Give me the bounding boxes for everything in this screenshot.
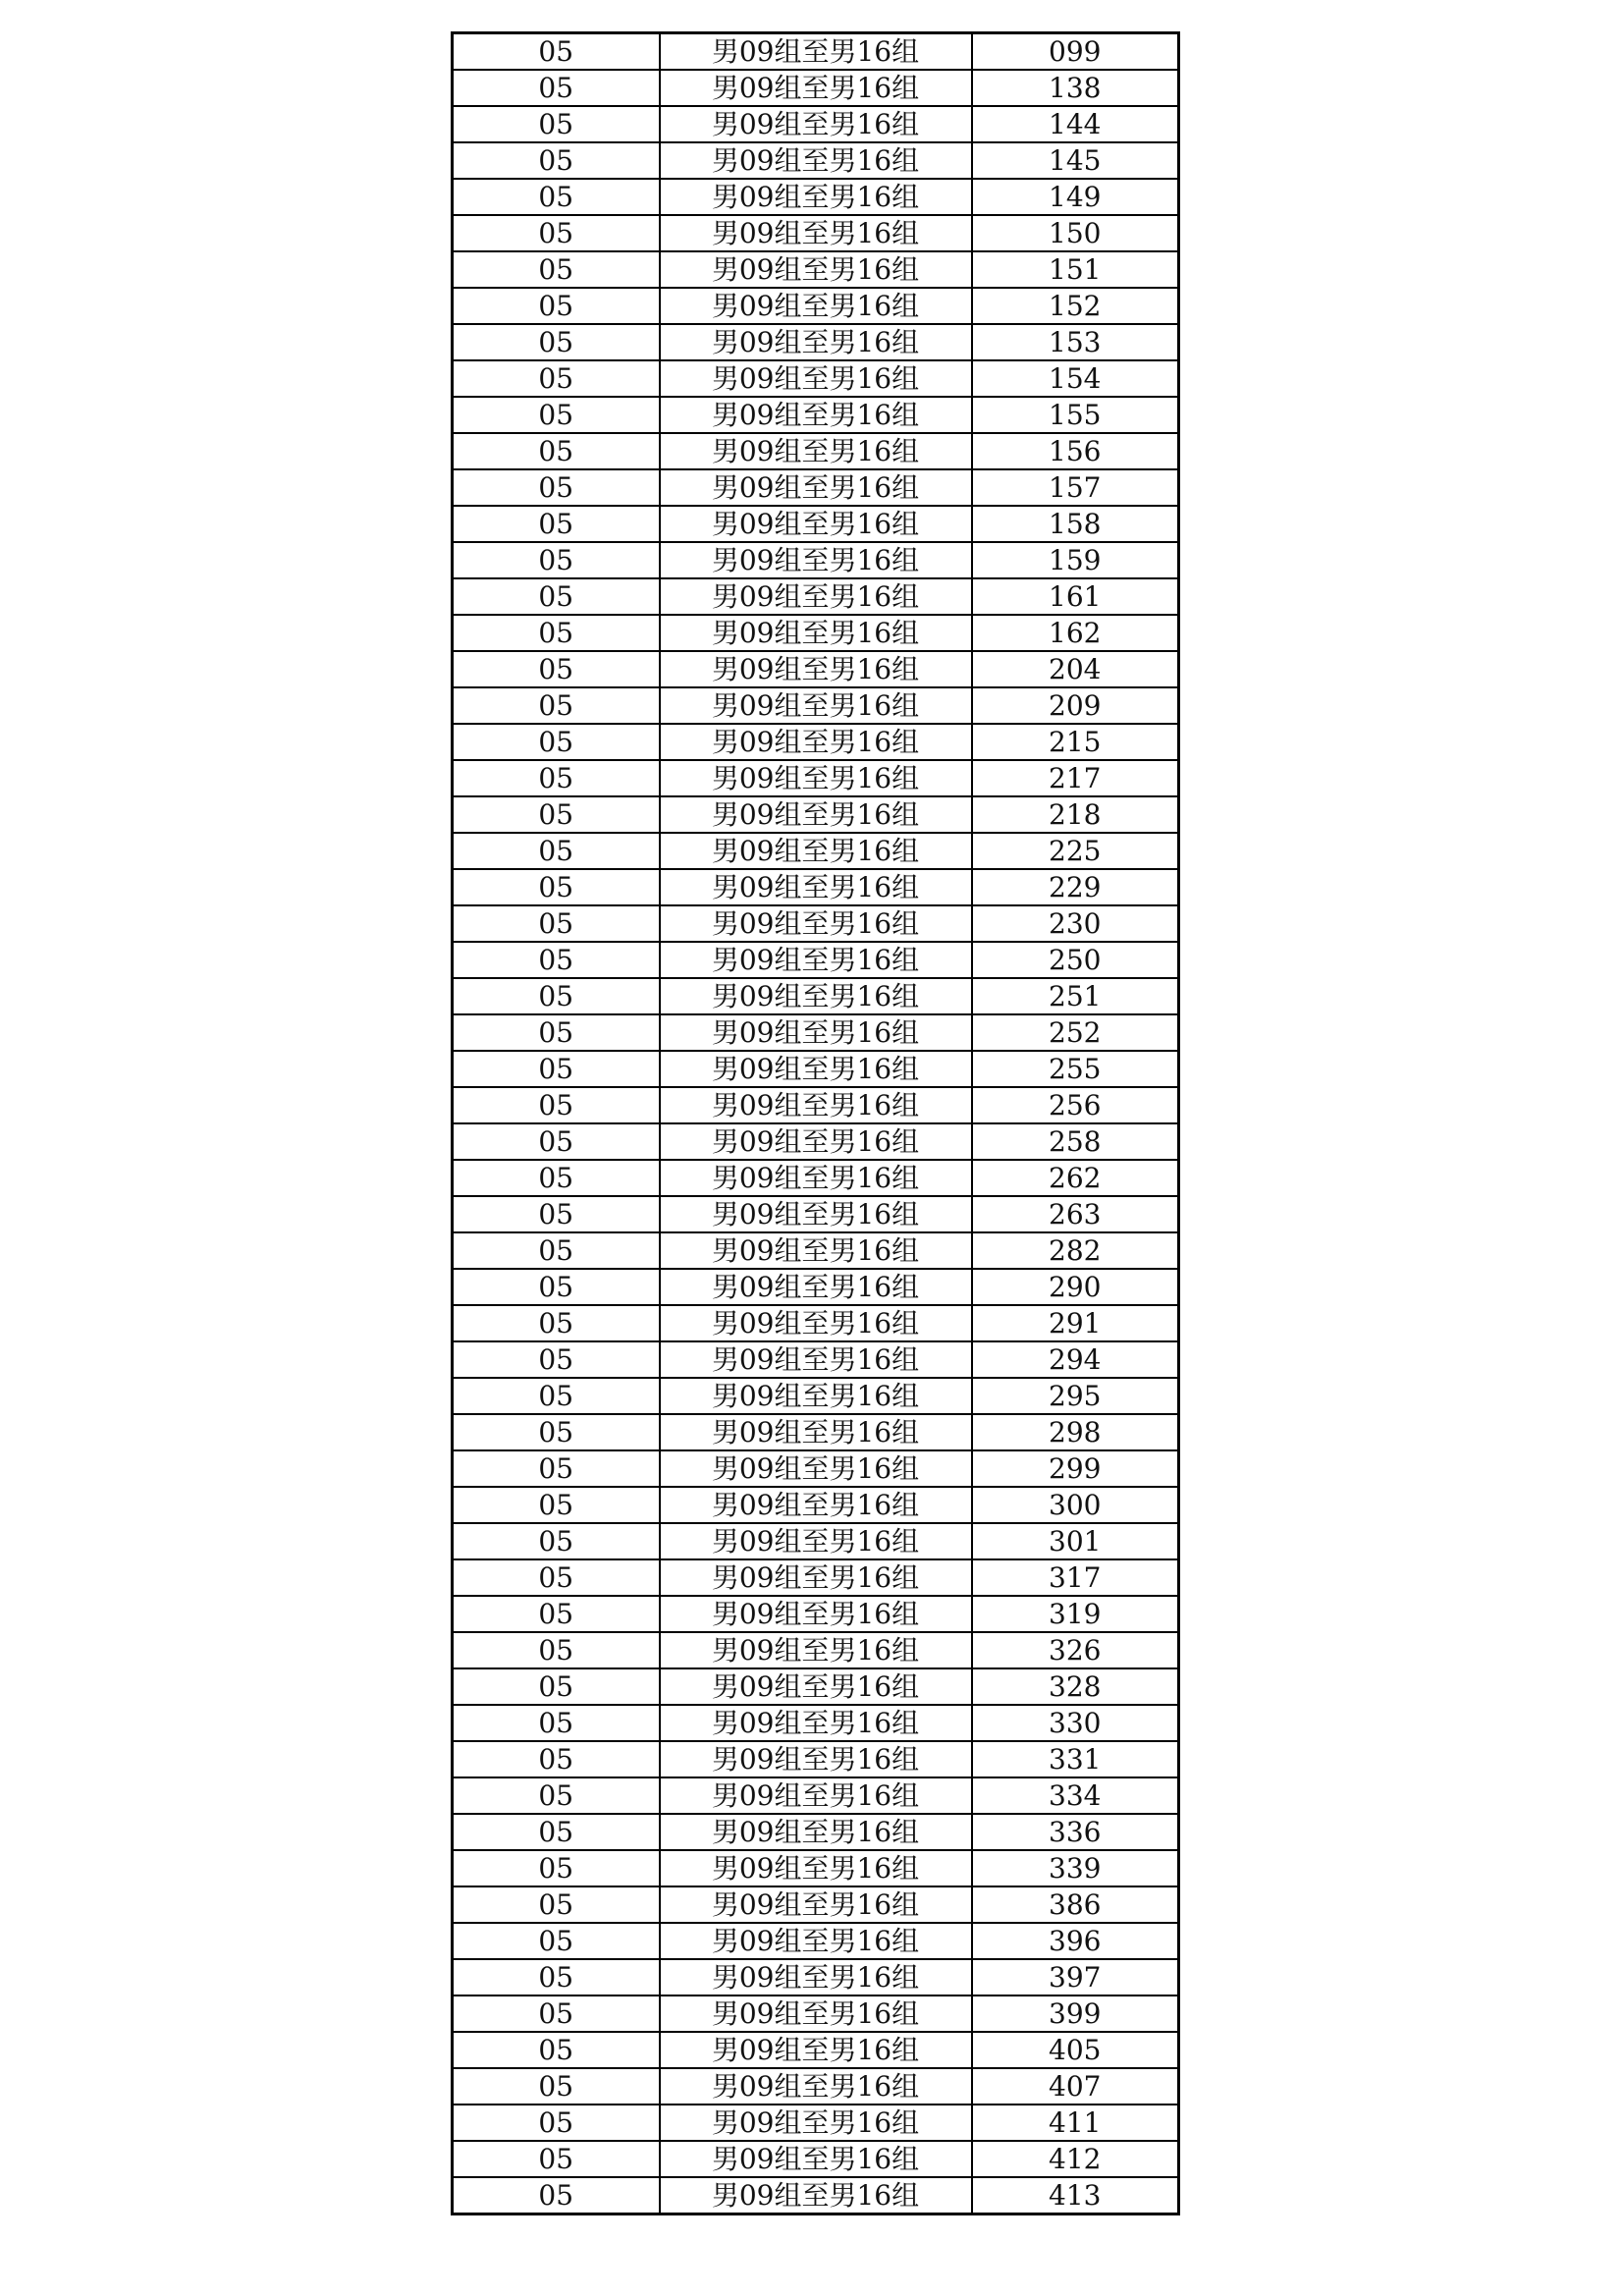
number-cell: 301 <box>972 1523 1179 1559</box>
table-row <box>453 1341 1179 1378</box>
number-cell: 256 <box>972 1087 1179 1123</box>
number-cell: 151 <box>972 251 1179 288</box>
code-cell: 05 <box>453 578 660 615</box>
number-cell: 157 <box>972 469 1179 506</box>
table-row <box>453 2068 1179 2105</box>
number-cell: 144 <box>972 106 1179 142</box>
group-cell: 男09组至男16组 <box>660 1777 972 1814</box>
code-cell: 05 <box>453 1596 660 1632</box>
group-cell: 男09组至男16组 <box>660 1305 972 1341</box>
code-cell: 05 <box>453 1923 660 1959</box>
number-cell: 405 <box>972 2032 1179 2068</box>
table-row <box>453 1160 1179 1196</box>
table-row <box>453 324 1179 360</box>
code-cell: 05 <box>453 760 660 796</box>
table-row <box>453 1269 1179 1305</box>
group-cell: 男09组至男16组 <box>660 1741 972 1777</box>
group-cell: 男09组至男16组 <box>660 2068 972 2105</box>
number-cell: 328 <box>972 1668 1179 1705</box>
number-cell: 251 <box>972 978 1179 1014</box>
group-cell: 男09组至男16组 <box>660 1559 972 1596</box>
code-cell: 05 <box>453 1378 660 1414</box>
number-cell: 330 <box>972 1705 1179 1741</box>
number-cell: 331 <box>972 1741 1179 1777</box>
table-row <box>453 1814 1179 1850</box>
group-cell: 男09组至男16组 <box>660 760 972 796</box>
group-cell: 男09组至男16组 <box>660 469 972 506</box>
number-cell: 339 <box>972 1850 1179 1886</box>
table-row <box>453 869 1179 905</box>
number-cell: 145 <box>972 142 1179 179</box>
code-cell: 05 <box>453 2177 660 2214</box>
table-row <box>453 796 1179 833</box>
number-cell: 252 <box>972 1014 1179 1051</box>
table-row <box>453 2177 1179 2214</box>
number-cell: 159 <box>972 542 1179 578</box>
code-cell: 05 <box>453 1886 660 1923</box>
number-cell: 295 <box>972 1378 1179 1414</box>
group-cell: 男09组至男16组 <box>660 70 972 106</box>
number-cell: 336 <box>972 1814 1179 1850</box>
group-cell: 男09组至男16组 <box>660 1341 972 1378</box>
table-row <box>453 2032 1179 2068</box>
number-cell: 217 <box>972 760 1179 796</box>
group-cell: 男09组至男16组 <box>660 215 972 251</box>
table-row <box>453 578 1179 615</box>
number-cell: 282 <box>972 1232 1179 1269</box>
table-row <box>453 469 1179 506</box>
code-cell: 05 <box>453 1559 660 1596</box>
number-cell: 152 <box>972 288 1179 324</box>
group-cell: 男09组至男16组 <box>660 1923 972 1959</box>
table-row <box>453 1450 1179 1487</box>
number-cell: 218 <box>972 796 1179 833</box>
code-cell: 05 <box>453 687 660 724</box>
code-cell: 05 <box>453 651 660 687</box>
table-row <box>453 506 1179 542</box>
table-row <box>453 1196 1179 1232</box>
group-cell: 男09组至男16组 <box>660 942 972 978</box>
table-body <box>453 33 1179 2214</box>
table-row <box>453 1305 1179 1341</box>
table-row <box>453 615 1179 651</box>
number-cell: 149 <box>972 179 1179 215</box>
code-cell: 05 <box>453 2105 660 2141</box>
code-cell: 05 <box>453 33 660 71</box>
code-cell: 05 <box>453 324 660 360</box>
number-cell: 263 <box>972 1196 1179 1232</box>
number-cell: 230 <box>972 905 1179 942</box>
number-cell: 411 <box>972 2105 1179 2141</box>
group-cell: 男09组至男16组 <box>660 978 972 1014</box>
code-cell: 05 <box>453 1777 660 1814</box>
group-cell: 男09组至男16组 <box>660 869 972 905</box>
code-cell: 05 <box>453 615 660 651</box>
table-row <box>453 1051 1179 1087</box>
group-cell: 男09组至男16组 <box>660 1232 972 1269</box>
group-cell: 男09组至男16组 <box>660 2032 972 2068</box>
code-cell: 05 <box>453 1850 660 1886</box>
code-cell: 05 <box>453 1741 660 1777</box>
group-cell: 男09组至男16组 <box>660 2177 972 2214</box>
code-cell: 05 <box>453 215 660 251</box>
code-cell: 05 <box>453 506 660 542</box>
group-cell: 男09组至男16组 <box>660 1959 972 1995</box>
number-cell: 204 <box>972 651 1179 687</box>
code-cell: 05 <box>453 1087 660 1123</box>
number-cell: 138 <box>972 70 1179 106</box>
number-cell: 399 <box>972 1995 1179 2032</box>
number-cell: 412 <box>972 2141 1179 2177</box>
number-cell: 299 <box>972 1450 1179 1487</box>
group-cell: 男09组至男16组 <box>660 1196 972 1232</box>
code-cell: 05 <box>453 542 660 578</box>
number-cell: 397 <box>972 1959 1179 1995</box>
table-row <box>453 1959 1179 1995</box>
code-cell: 05 <box>453 869 660 905</box>
table-row <box>453 2105 1179 2141</box>
code-cell: 05 <box>453 942 660 978</box>
code-cell: 05 <box>453 1305 660 1341</box>
code-cell: 05 <box>453 360 660 397</box>
table-row <box>453 1850 1179 1886</box>
number-cell: 298 <box>972 1414 1179 1450</box>
data-table <box>451 31 1180 2215</box>
number-cell: 317 <box>972 1559 1179 1596</box>
code-cell: 05 <box>453 2032 660 2068</box>
code-cell: 05 <box>453 1959 660 1995</box>
group-cell: 男09组至男16组 <box>660 33 972 71</box>
group-cell: 男09组至男16组 <box>660 142 972 179</box>
group-cell: 男09组至男16组 <box>660 1886 972 1923</box>
group-cell: 男09组至男16组 <box>660 1487 972 1523</box>
group-cell: 男09组至男16组 <box>660 1087 972 1123</box>
number-cell: 255 <box>972 1051 1179 1087</box>
number-cell: 294 <box>972 1341 1179 1378</box>
group-cell: 男09组至男16组 <box>660 1596 972 1632</box>
number-cell: 334 <box>972 1777 1179 1814</box>
code-cell: 05 <box>453 2068 660 2105</box>
number-cell: 290 <box>972 1269 1179 1305</box>
number-cell: 155 <box>972 397 1179 433</box>
code-cell: 05 <box>453 397 660 433</box>
number-cell: 300 <box>972 1487 1179 1523</box>
number-cell: 250 <box>972 942 1179 978</box>
code-cell: 05 <box>453 1051 660 1087</box>
code-cell: 05 <box>453 433 660 469</box>
group-cell: 男09组至男16组 <box>660 1850 972 1886</box>
table-row <box>453 106 1179 142</box>
table-row <box>453 1705 1179 1741</box>
number-cell: 162 <box>972 615 1179 651</box>
number-cell: 161 <box>972 578 1179 615</box>
number-cell: 229 <box>972 869 1179 905</box>
group-cell: 男09组至男16组 <box>660 179 972 215</box>
group-cell: 男09组至男16组 <box>660 288 972 324</box>
table-row <box>453 942 1179 978</box>
code-cell: 05 <box>453 724 660 760</box>
group-cell: 男09组至男16组 <box>660 1705 972 1741</box>
table-row <box>453 179 1179 215</box>
group-cell: 男09组至男16组 <box>660 433 972 469</box>
group-cell: 男09组至男16组 <box>660 724 972 760</box>
table-row <box>453 1995 1179 2032</box>
table-row <box>453 1886 1179 1923</box>
code-cell: 05 <box>453 1668 660 1705</box>
table-row <box>453 397 1179 433</box>
table-row <box>453 360 1179 397</box>
table-row <box>453 978 1179 1014</box>
code-cell: 05 <box>453 905 660 942</box>
group-cell: 男09组至男16组 <box>660 1814 972 1850</box>
table-row <box>453 1087 1179 1123</box>
group-cell: 男09组至男16组 <box>660 578 972 615</box>
code-cell: 05 <box>453 796 660 833</box>
code-cell: 05 <box>453 1160 660 1196</box>
group-cell: 男09组至男16组 <box>660 506 972 542</box>
code-cell: 05 <box>453 1523 660 1559</box>
group-cell: 男09组至男16组 <box>660 1995 972 2032</box>
table-row <box>453 687 1179 724</box>
group-cell: 男09组至男16组 <box>660 1668 972 1705</box>
code-cell: 05 <box>453 1196 660 1232</box>
table-row <box>453 1523 1179 1559</box>
group-cell: 男09组至男16组 <box>660 2105 972 2141</box>
number-cell: 156 <box>972 433 1179 469</box>
code-cell: 05 <box>453 833 660 869</box>
number-cell: 386 <box>972 1886 1179 1923</box>
table-row <box>453 1378 1179 1414</box>
number-cell: 258 <box>972 1123 1179 1160</box>
code-cell: 05 <box>453 1814 660 1850</box>
group-cell: 男09组至男16组 <box>660 1414 972 1450</box>
number-cell: 319 <box>972 1596 1179 1632</box>
table-row <box>453 251 1179 288</box>
code-cell: 05 <box>453 179 660 215</box>
number-cell: 396 <box>972 1923 1179 1959</box>
table-row <box>453 1014 1179 1051</box>
number-cell: 154 <box>972 360 1179 397</box>
code-cell: 05 <box>453 251 660 288</box>
code-cell: 05 <box>453 1450 660 1487</box>
table-row <box>453 70 1179 106</box>
code-cell: 05 <box>453 978 660 1014</box>
group-cell: 男09组至男16组 <box>660 1632 972 1668</box>
code-cell: 05 <box>453 70 660 106</box>
group-cell: 男09组至男16组 <box>660 1014 972 1051</box>
code-cell: 05 <box>453 469 660 506</box>
number-cell: 413 <box>972 2177 1179 2214</box>
group-cell: 男09组至男16组 <box>660 397 972 433</box>
group-cell: 男09组至男16组 <box>660 2141 972 2177</box>
table-row <box>453 1487 1179 1523</box>
table-row <box>453 33 1179 71</box>
number-cell: 262 <box>972 1160 1179 1196</box>
group-cell: 男09组至男16组 <box>660 1450 972 1487</box>
table-row <box>453 1596 1179 1632</box>
table-row <box>453 1559 1179 1596</box>
code-cell: 05 <box>453 1995 660 2032</box>
group-cell: 男09组至男16组 <box>660 542 972 578</box>
group-cell: 男09组至男16组 <box>660 106 972 142</box>
table-row <box>453 1123 1179 1160</box>
number-cell: 225 <box>972 833 1179 869</box>
table-row <box>453 1741 1179 1777</box>
number-cell: 150 <box>972 215 1179 251</box>
table-row <box>453 1232 1179 1269</box>
code-cell: 05 <box>453 1632 660 1668</box>
table-row <box>453 1414 1179 1450</box>
number-cell: 153 <box>972 324 1179 360</box>
group-cell: 男09组至男16组 <box>660 1378 972 1414</box>
table-row <box>453 1668 1179 1705</box>
code-cell: 05 <box>453 1232 660 1269</box>
number-cell: 407 <box>972 2068 1179 2105</box>
code-cell: 05 <box>453 106 660 142</box>
number-cell: 158 <box>972 506 1179 542</box>
code-cell: 05 <box>453 2141 660 2177</box>
table-row <box>453 724 1179 760</box>
table-row <box>453 1777 1179 1814</box>
group-cell: 男09组至男16组 <box>660 905 972 942</box>
number-cell: 215 <box>972 724 1179 760</box>
group-cell: 男09组至男16组 <box>660 615 972 651</box>
table-row <box>453 542 1179 578</box>
code-cell: 05 <box>453 1123 660 1160</box>
group-cell: 男09组至男16组 <box>660 1051 972 1087</box>
table-row <box>453 288 1179 324</box>
code-cell: 05 <box>453 1341 660 1378</box>
code-cell: 05 <box>453 1414 660 1450</box>
table-row <box>453 1632 1179 1668</box>
number-cell: 291 <box>972 1305 1179 1341</box>
group-cell: 男09组至男16组 <box>660 1269 972 1305</box>
number-cell: 209 <box>972 687 1179 724</box>
number-cell: 326 <box>972 1632 1179 1668</box>
code-cell: 05 <box>453 1705 660 1741</box>
group-cell: 男09组至男16组 <box>660 1160 972 1196</box>
table-row <box>453 142 1179 179</box>
table-row <box>453 2141 1179 2177</box>
group-cell: 男09组至男16组 <box>660 651 972 687</box>
group-cell: 男09组至男16组 <box>660 833 972 869</box>
group-cell: 男09组至男16组 <box>660 360 972 397</box>
table-row <box>453 651 1179 687</box>
group-cell: 男09组至男16组 <box>660 324 972 360</box>
table-row <box>453 433 1179 469</box>
code-cell: 05 <box>453 1487 660 1523</box>
table-row <box>453 215 1179 251</box>
number-cell: 099 <box>972 33 1179 71</box>
code-cell: 05 <box>453 1269 660 1305</box>
table-row <box>453 760 1179 796</box>
table-row <box>453 1923 1179 1959</box>
group-cell: 男09组至男16组 <box>660 1523 972 1559</box>
group-cell: 男09组至男16组 <box>660 687 972 724</box>
table-row <box>453 905 1179 942</box>
code-cell: 05 <box>453 288 660 324</box>
group-cell: 男09组至男16组 <box>660 796 972 833</box>
code-cell: 05 <box>453 1014 660 1051</box>
code-cell: 05 <box>453 142 660 179</box>
table-row <box>453 833 1179 869</box>
group-cell: 男09组至男16组 <box>660 251 972 288</box>
group-cell: 男09组至男16组 <box>660 1123 972 1160</box>
